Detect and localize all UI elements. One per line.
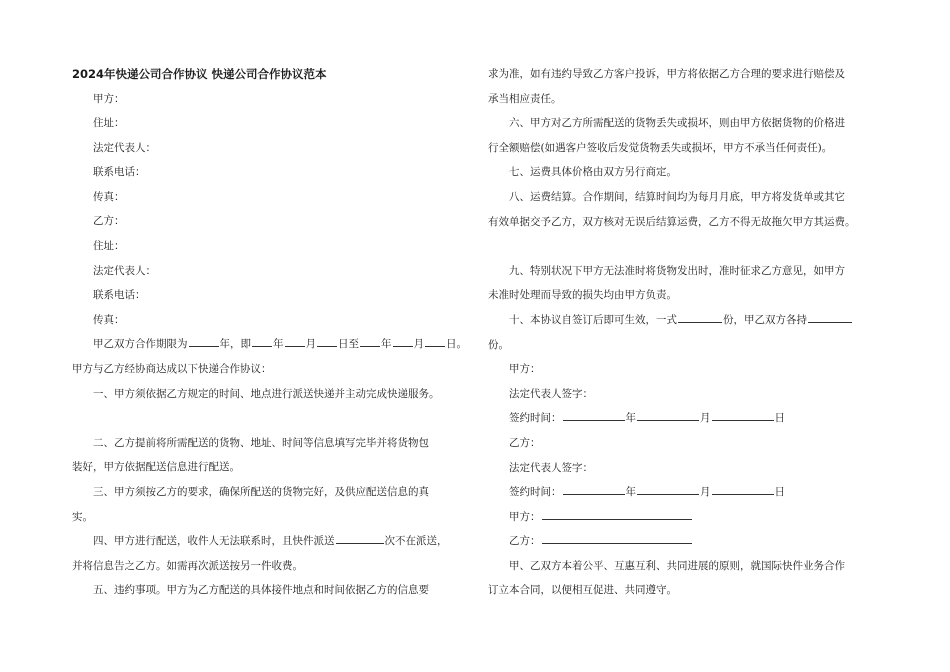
term-text-6: 年 bbox=[381, 338, 392, 351]
clause-5-line-2: 求为准，如有违约导致乙方客户投诉，甲方将依据乙方合理的要求进行赔偿及 bbox=[488, 68, 845, 80]
term-end-month-blank bbox=[393, 334, 413, 347]
sign-b-date-label: 签约时间： bbox=[509, 486, 562, 499]
sign-b-rep: 法定代表人签字： bbox=[509, 461, 593, 474]
sign-a-date bbox=[488, 406, 880, 431]
clause-10-text-b: 份，甲乙双方各持 bbox=[723, 313, 807, 326]
sign-a-month-blank bbox=[637, 408, 699, 421]
right-column bbox=[488, 62, 880, 603]
party-a-address: 住址： bbox=[93, 117, 125, 130]
term-text-8: 日。 bbox=[446, 338, 467, 351]
sign-b-month: 月 bbox=[700, 486, 711, 499]
sign-a-rep: 法定代表人签字： bbox=[509, 387, 593, 400]
clause-2-line-1: 二、乙方提前将所需配送的货物、地址、时间等信息填写完毕并将货物包 bbox=[93, 436, 429, 449]
party-b-phone: 联系电话： bbox=[93, 289, 146, 302]
clause-8-line-1: 八、运费结算。合作期间，结算时间均为每月月底，甲方将发货单或其它 bbox=[509, 190, 845, 203]
clause-1: 一、甲方须依据乙方规定的时间、地点进行派送快递并主动完成快递服务。 bbox=[93, 387, 440, 400]
sign-b-day-blank bbox=[712, 482, 774, 495]
clause-4-line-1 bbox=[72, 529, 472, 554]
party-b-address: 住址： bbox=[93, 240, 125, 253]
left-column bbox=[72, 62, 472, 603]
clause-6-line-2: 行全额赔偿(如遇客户签收后发觉货物丢失或损坏，甲方不承当任何责任)。 bbox=[488, 141, 833, 154]
party-a-phone: 联系电话： bbox=[93, 166, 146, 179]
party-b-legal-rep: 法定代表人： bbox=[93, 264, 156, 277]
term-start-day-blank bbox=[317, 334, 337, 347]
party-a-legal-rep: 法定代表人： bbox=[93, 141, 156, 154]
term-text-7: 月 bbox=[413, 338, 424, 351]
clause-10-copies-blank bbox=[678, 310, 722, 323]
clause-2-line-2: 装好，甲方依据配送信息进行配送。 bbox=[72, 461, 240, 474]
sign-a-month: 月 bbox=[700, 412, 711, 425]
sign-b-year: 年 bbox=[625, 486, 636, 499]
sign-b-month-blank bbox=[637, 482, 699, 495]
sign-b-year-blank bbox=[563, 482, 625, 495]
clause-4-line-2: 并将信息告之乙方。如需再次派送按另一件收费。 bbox=[72, 559, 303, 572]
clause-9-line-1: 九、特别状况下甲方无法准时将货物发出时，准时征求乙方意见，如甲方 bbox=[509, 264, 845, 277]
term-text-2: 年，即 bbox=[219, 338, 251, 351]
party-a-fax: 传真： bbox=[93, 190, 125, 203]
term-text-4: 月 bbox=[305, 338, 316, 351]
page-title: 2024年快递公司合作协议 快递公司合作协议范本 bbox=[72, 67, 327, 81]
spacer bbox=[488, 234, 880, 259]
term-line bbox=[72, 332, 472, 357]
clause-10-line-1 bbox=[488, 308, 880, 333]
term-text-3: 年 bbox=[273, 338, 284, 351]
sign-a-day-blank bbox=[712, 408, 774, 421]
closing-line-2: 订立本合同，以便相互促进、共同遵守。 bbox=[488, 584, 677, 597]
clause-10-text-a: 十、本协议自签订后即可生效，一式 bbox=[509, 313, 677, 326]
sign-a-year-blank bbox=[563, 408, 625, 421]
final-b-line bbox=[488, 529, 880, 554]
clause-4-text-b: 次不在派送， bbox=[384, 535, 448, 548]
intro-text: 甲方与乙方经协商达成以下快递合作协议： bbox=[72, 363, 272, 376]
closing-line-1: 甲、乙双方本着公平、互惠互利、共同进展的原则，就国际快件业务合作 bbox=[509, 559, 845, 572]
clause-8-line-2: 有效单据交予乙方，双方核对无误后结算运费，乙方不得无故拖欠甲方其运费。 bbox=[488, 215, 856, 228]
sign-a-year: 年 bbox=[625, 412, 636, 425]
sign-a-label: 甲方： bbox=[509, 363, 541, 376]
sign-a-day: 日 bbox=[774, 412, 785, 425]
final-a-line bbox=[488, 505, 880, 530]
term-end-year-blank bbox=[360, 334, 380, 347]
clause-9-line-2: 未准时处理而导致的损失均由甲方负责。 bbox=[488, 289, 677, 302]
clause-5-line-3: 承当相应责任。 bbox=[488, 92, 562, 105]
sign-b-day: 日 bbox=[774, 486, 785, 499]
term-years-blank bbox=[189, 334, 219, 347]
term-start-month-blank bbox=[285, 334, 305, 347]
term-text-5: 日至 bbox=[338, 338, 359, 351]
clause-10-line-2: 份。 bbox=[488, 338, 509, 351]
final-b-label: 乙方： bbox=[509, 535, 541, 548]
term-end-day-blank bbox=[425, 334, 445, 347]
clause-4-text-a: 四、甲方进行配送，收件人无法联系时，且快件派送 bbox=[93, 535, 335, 548]
clause-4-count-blank bbox=[336, 531, 384, 544]
clause-3-line-2: 实。 bbox=[72, 510, 93, 523]
final-a-label: 甲方： bbox=[509, 510, 541, 523]
sign-a-date-label: 签约时间： bbox=[509, 412, 562, 425]
party-b-label: 乙方： bbox=[93, 215, 125, 228]
clause-6-line-1: 六、甲方对乙方所需配送的货物丢失或损坏，则由甲方依据货物的价格进 bbox=[509, 117, 845, 130]
party-a-label: 甲方： bbox=[93, 92, 125, 105]
term-start-year-blank bbox=[252, 334, 272, 347]
clause-7: 七、运费具体价格由双方另行商定。 bbox=[509, 166, 677, 179]
party-b-fax: 传真： bbox=[93, 313, 125, 326]
term-text-1: 甲乙双方合作期限为 bbox=[93, 338, 188, 351]
clause-3-line-1: 三、甲方须按乙方的要求，确保所配送的货物完好，及供应配送信息的真 bbox=[93, 486, 429, 498]
sign-b-date bbox=[488, 480, 880, 505]
final-b-blank bbox=[542, 531, 692, 544]
sign-b-label: 乙方： bbox=[509, 436, 541, 449]
clause-5-line-1: 五、违约事项。甲方为乙方配送的具体接件地点和时间依据乙方的信息要 bbox=[93, 584, 429, 597]
spacer bbox=[72, 406, 472, 431]
clause-10-each-blank bbox=[808, 310, 852, 323]
final-a-blank bbox=[542, 507, 692, 520]
